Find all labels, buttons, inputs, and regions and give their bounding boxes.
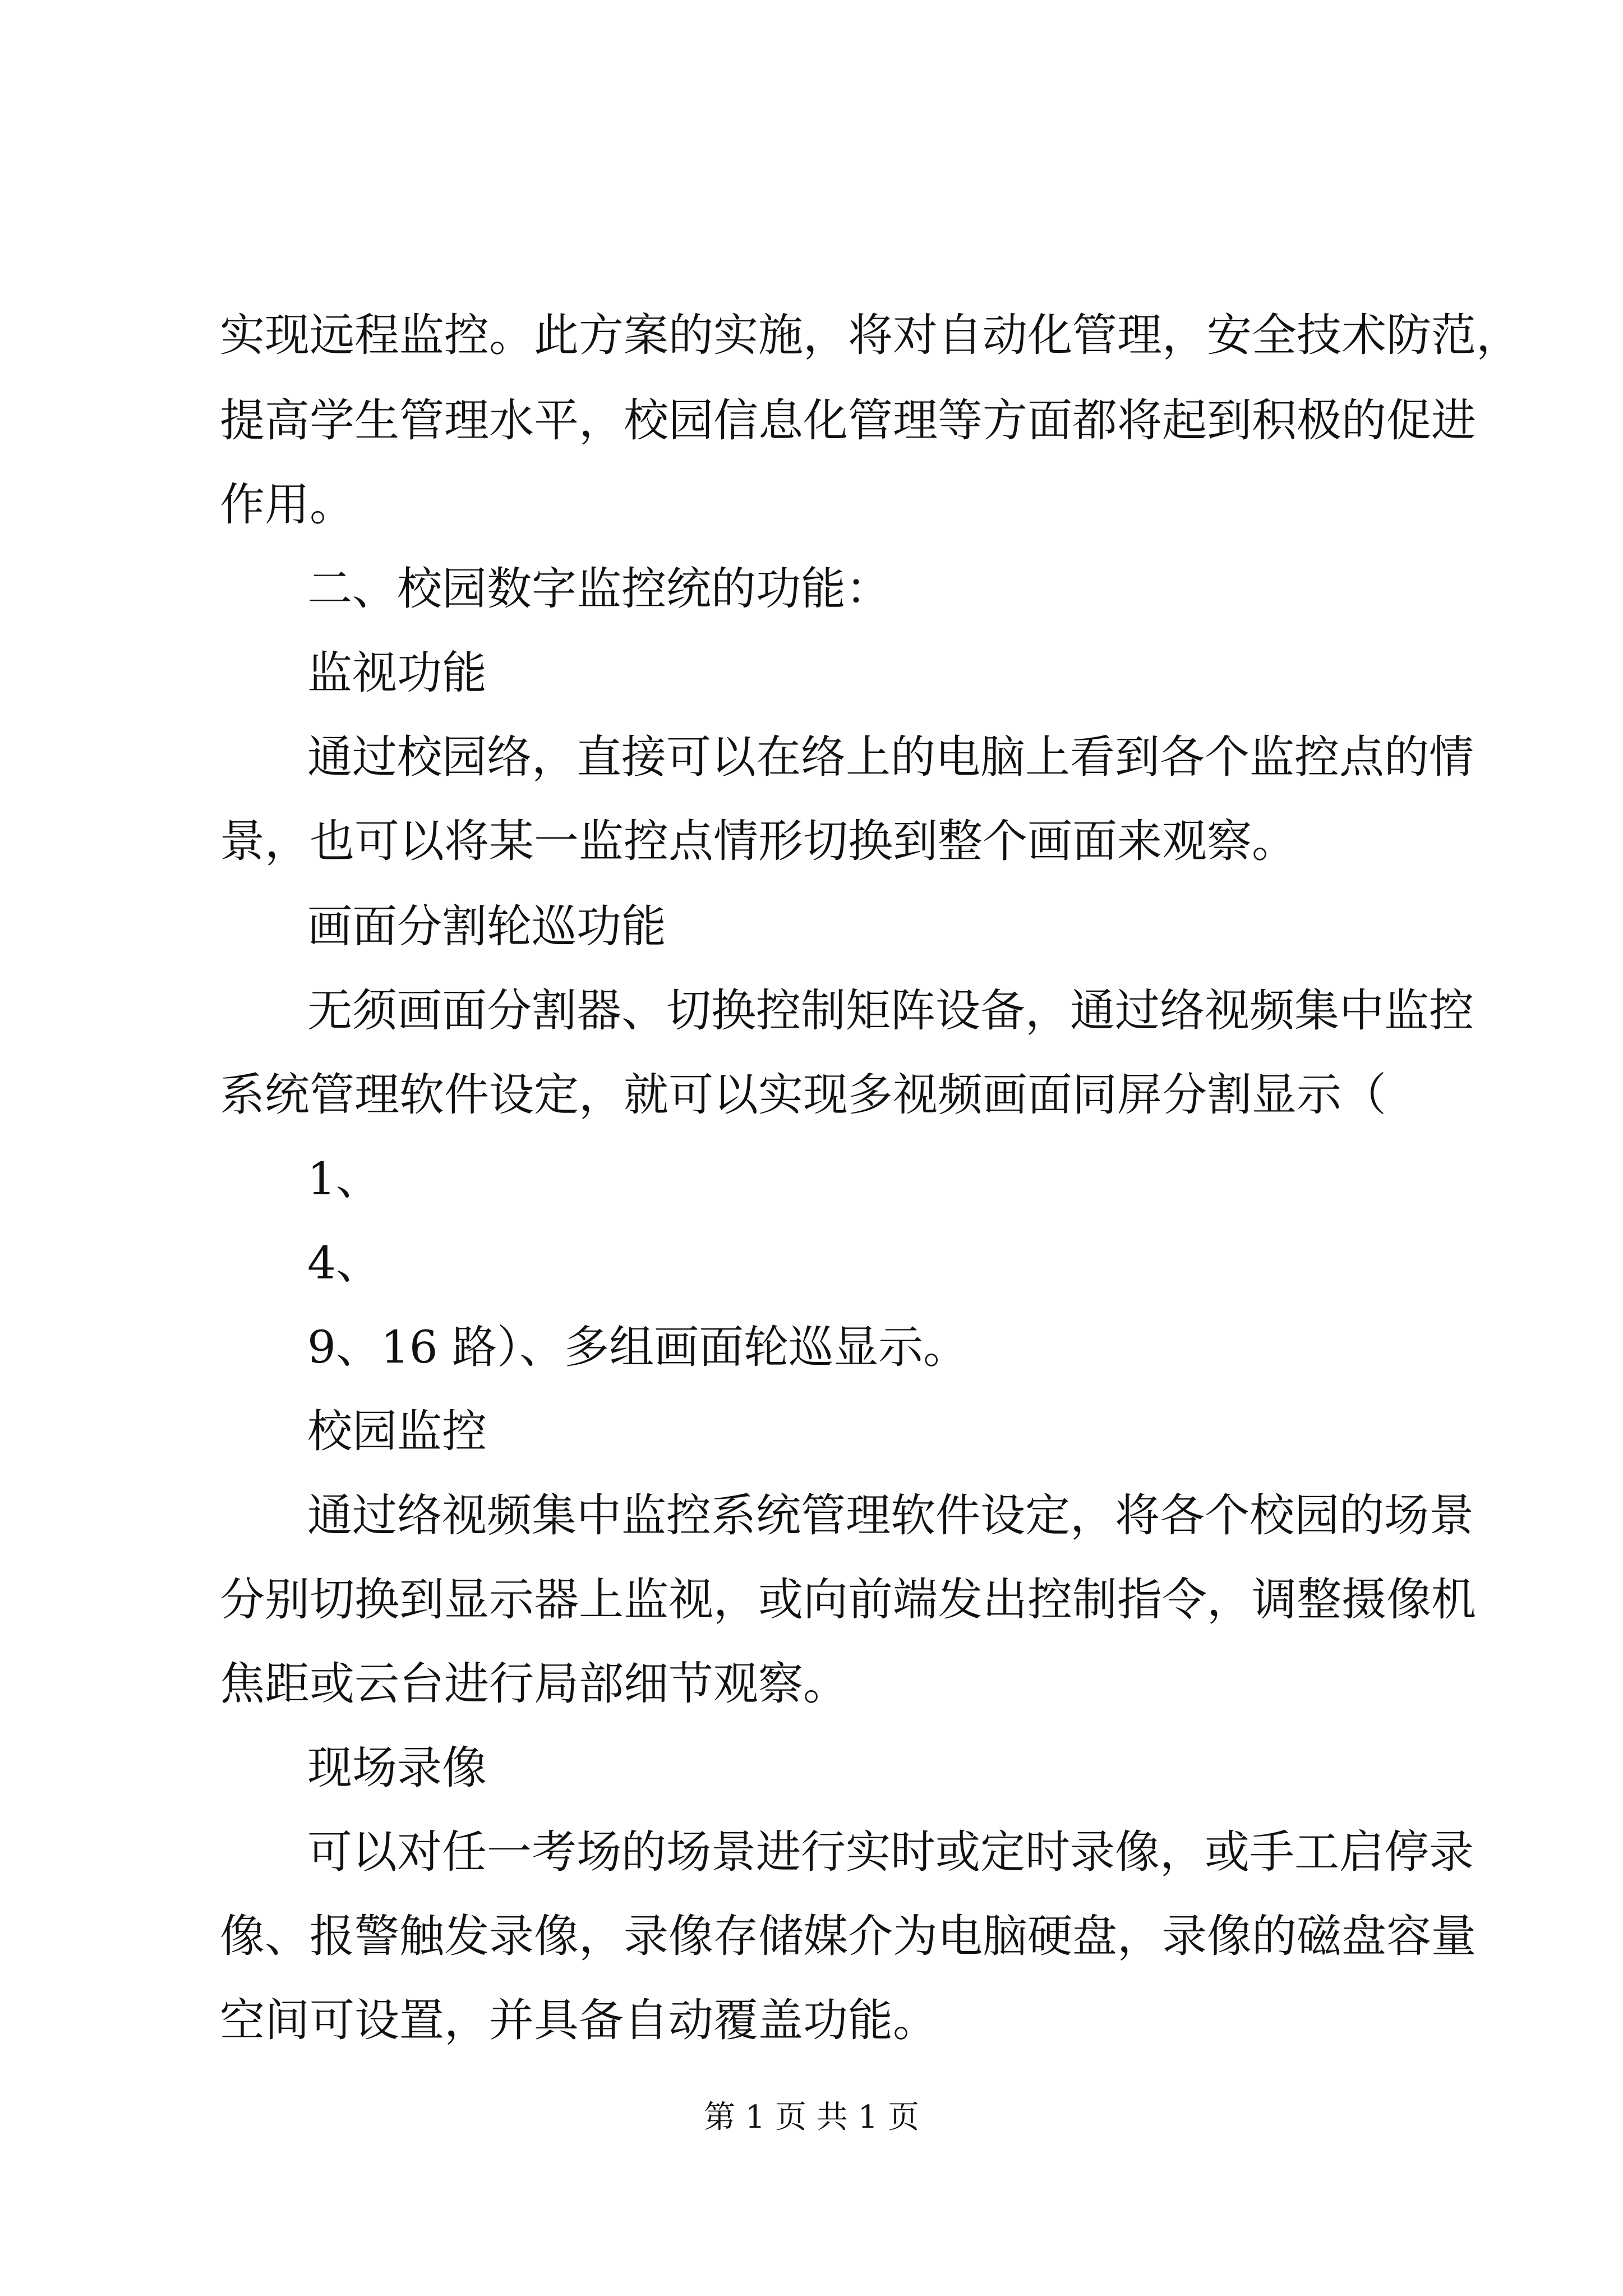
subheading: 现场录像: [307, 1742, 487, 1794]
body-text-line: 提高学生管理水平，校园信息化管理等方面都将起到积极的促进: [220, 394, 1476, 447]
body-text-line: 通过校园络，直接可以在络上的电脑上看到各个监控点的情: [307, 731, 1474, 783]
body-text-line: 分别切换到显示器上监视，或向前端发出控制指令，调整摄像机: [220, 1573, 1476, 1626]
body-text-line: 系统管理软件设定，就可以实现多视频画面同屏分割显示（: [220, 1069, 1386, 1121]
body-text-line: 空间可设置，并具备自动覆盖功能。: [220, 1994, 938, 2046]
list-item: 1、: [307, 1153, 381, 1205]
body-text-line: 实现远程监控。此方案的实施，将对自动化管理，安全技术防范，: [220, 309, 1521, 361]
section-heading: 二、校园数字监控统的功能：: [307, 563, 891, 615]
list-item: 4、: [307, 1237, 381, 1289]
body-text-line: 作用。: [220, 478, 354, 531]
list-item: 9、16 路）、多组画面轮巡显示。: [307, 1321, 969, 1373]
body-text-line: 焦距或云台进行局部细节观察。: [220, 1658, 848, 1710]
subheading: 画面分割轮巡功能: [307, 900, 666, 953]
body-text-line: 通过络视频集中监控系统管理软件设定，将各个校园的场景: [307, 1489, 1474, 1542]
body-text-line: 像、报警触发录像，录像存储媒介为电脑硬盘，录像的磁盘容量: [220, 1910, 1476, 1962]
body-text-line: 景，也可以将某一监控点情形切换到整个画面来观察。: [220, 815, 1297, 867]
subheading: 校园监控: [307, 1405, 487, 1457]
page-footer: 第 1 页 共 1 页: [703, 2099, 920, 2136]
subheading: 监视功能: [307, 647, 487, 699]
body-text-line: 无须画面分割器、切换控制矩阵设备，通过络视频集中监控: [307, 984, 1474, 1037]
body-text-line: 可以对任一考场的场景进行实时或定时录像，或手工启停录: [307, 1826, 1474, 1878]
